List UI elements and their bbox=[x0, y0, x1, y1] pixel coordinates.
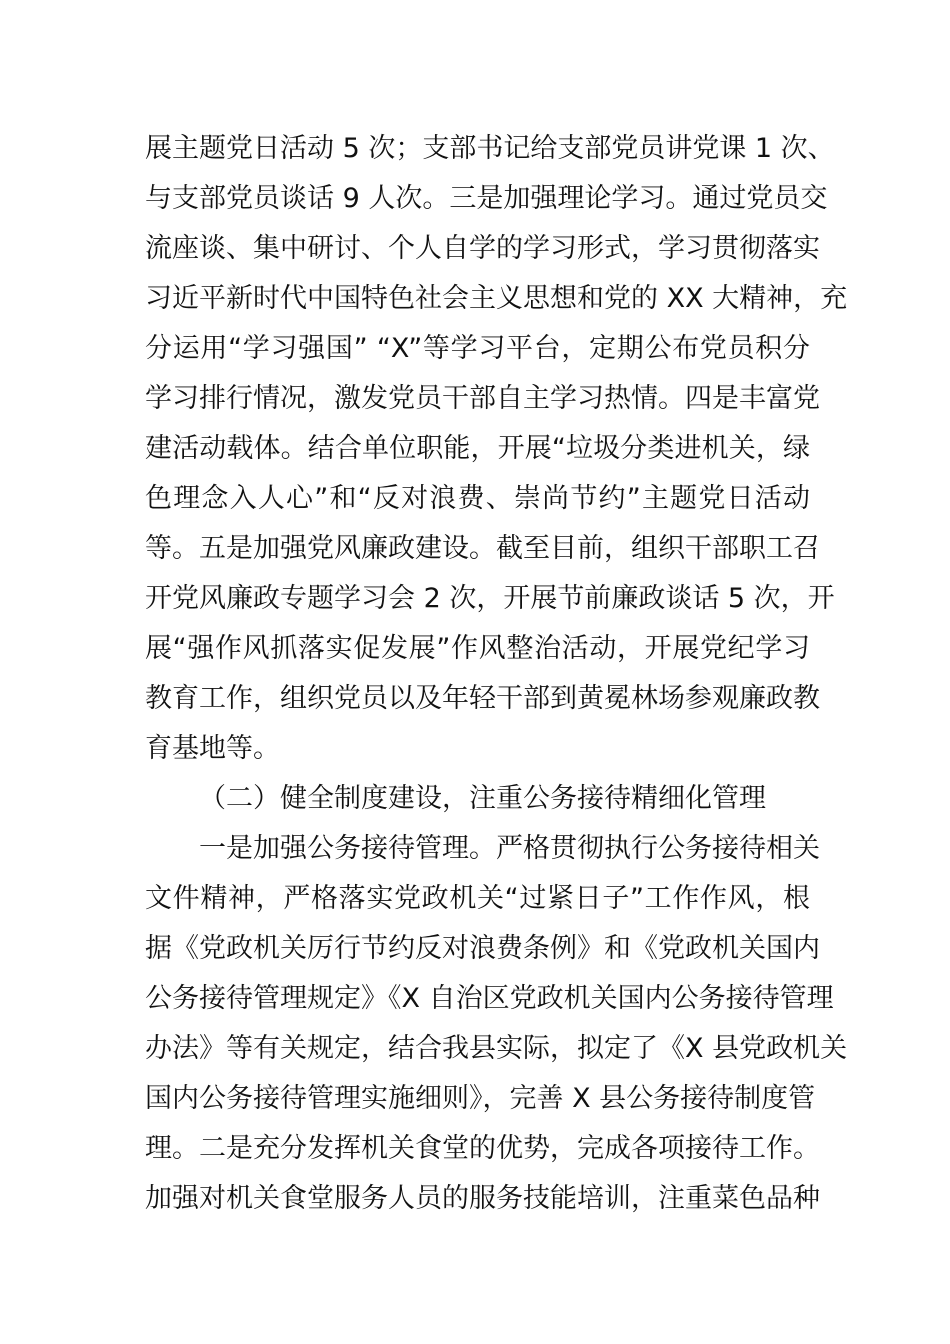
text-line: 展主题党日活动 5 次；支部书记给支部党员讲党课 1 次、 bbox=[145, 133, 835, 164]
text-line: 等。五是加强党风廉政建设。截至目前，组织干部职工召 bbox=[145, 533, 820, 564]
text-line: 分运用“学习强国” “X”等学习平台，定期公布党员积分 bbox=[145, 333, 810, 364]
text-line: 加强对机关食堂服务人员的服务技能培训，注重菜色品种 bbox=[145, 1183, 820, 1214]
text-line: 文件精神，严格落实党政机关“过紧日子”工作作风，根 bbox=[145, 883, 810, 914]
body-text bbox=[145, 124, 848, 1224]
text-line: 理。二是充分发挥机关食堂的优势，完成各项接待工作。 bbox=[145, 1133, 820, 1164]
text-line: 展“强作风抓落实促发展”作风整治活动，开展党纪学习 bbox=[145, 633, 810, 664]
text-line: 教育工作，组织党员以及年轻干部到黄冕林场参观廉政教 bbox=[145, 683, 820, 714]
section-heading: （二）健全制度建设，注重公务接待精细化管理 bbox=[199, 783, 766, 814]
text-line: 公务接待管理规定》《X 自治区党政机关国内公务接待管理 bbox=[145, 983, 834, 1014]
text-line: 国内公务接待管理实施细则》，完善 X 县公务接待制度管 bbox=[145, 1083, 816, 1114]
text-line: 据《党政机关厉行节约反对浪费条例》和《党政机关国内 bbox=[145, 933, 820, 964]
text-line: 学习排行情况，激发党员干部自主学习热情。四是丰富党 bbox=[145, 383, 820, 414]
text-line: 习近平新时代中国特色社会主义思想和党的 XX 大精神，充 bbox=[145, 283, 848, 314]
text-line: 育基地等。 bbox=[145, 733, 280, 764]
text-line: 办法》等有关规定，结合我县实际，拟定了《X 县党政机关 bbox=[145, 1033, 848, 1064]
text-line: 一是加强公务接待管理。严格贯彻执行公务接待相关 bbox=[199, 833, 820, 864]
text-line: 色理念入人心”和“反对浪费、崇尚节约”主题党日活动 bbox=[145, 483, 810, 514]
text-line: 与支部党员谈话 9 人次。三是加强理论学习。通过党员交 bbox=[145, 183, 828, 214]
text-line: 流座谈、集中研讨、个人自学的学习形式，学习贯彻落实 bbox=[145, 233, 820, 264]
text-line: 建活动载体。结合单位职能，开展“垃圾分类进机关，绿 bbox=[145, 433, 810, 464]
text-line: 开党风廉政专题学习会 2 次，开展节前廉政谈话 5 次，开 bbox=[145, 583, 835, 614]
